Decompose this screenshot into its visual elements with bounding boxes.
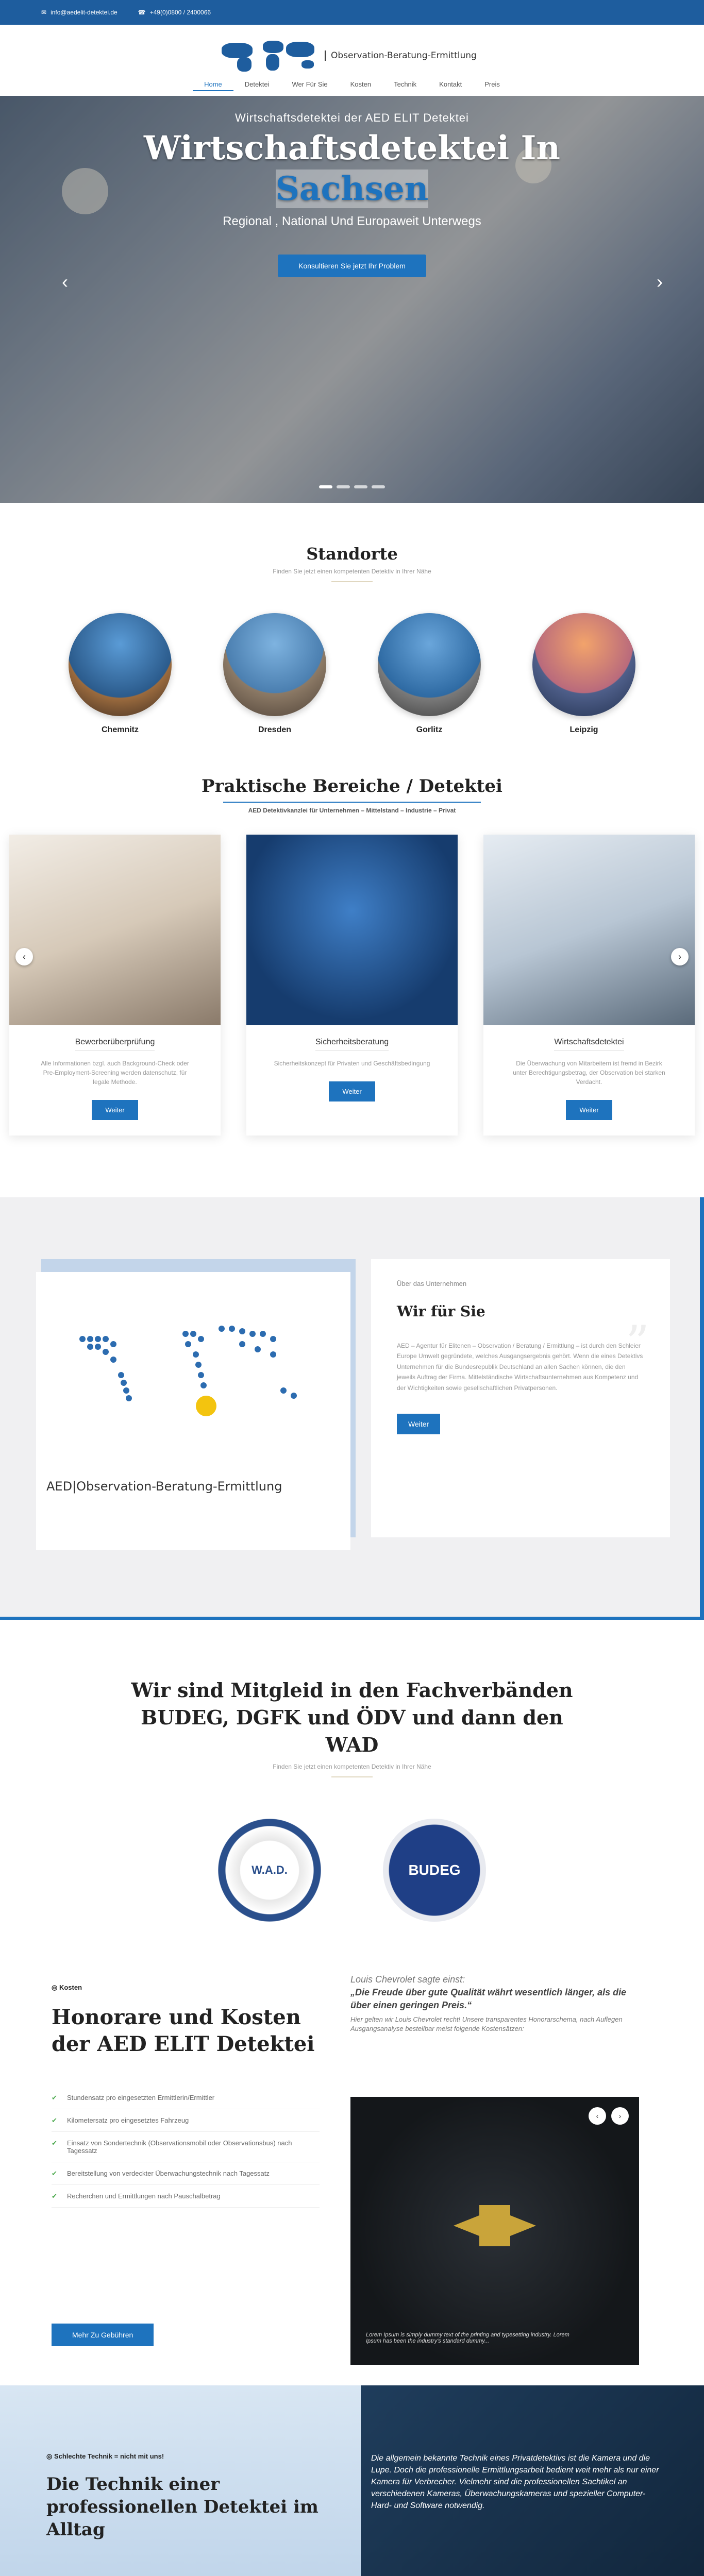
card-weiter-button[interactable]: Weiter — [329, 1081, 375, 1101]
card-weiter-button[interactable]: Weiter — [92, 1100, 138, 1120]
technik-section — [0, 2385, 704, 2576]
header — [0, 25, 704, 96]
cards-prev-icon[interactable]: ‹ — [15, 948, 33, 965]
quote-icon: ” — [625, 1316, 649, 1370]
city-list — [0, 613, 704, 735]
practice-card — [483, 835, 695, 1136]
city-image — [378, 613, 481, 716]
slider-dot[interactable] — [354, 485, 367, 488]
about-weiter-button[interactable]: Weiter — [397, 1414, 440, 1434]
praktisch-subtitle: AED Detektivkanzlei für Unternehmen – Mittelstand – Industrie – Privat — [248, 807, 456, 814]
city-chemnitz[interactable]: Chemnitz — [69, 613, 172, 735]
nav-home[interactable]: Home — [193, 78, 233, 91]
nav-kontakt[interactable]: Kontakt — [439, 80, 462, 88]
slider-prev-icon[interactable]: ‹ — [62, 271, 68, 292]
city-gorlitz[interactable]: Gorlitz — [378, 613, 481, 735]
dotted-world-map-icon — [36, 1272, 350, 1478]
list-item: ✔ Bereitstellung von verdeckter Überwachungstechnik nach Tagessatz — [52, 2162, 320, 2185]
hero-slider — [0, 96, 704, 503]
praktisch-section — [0, 755, 704, 1166]
standorte-section — [0, 503, 704, 755]
topbar-phone-link[interactable]: ☎ +49(0)0800 / 2400066 — [138, 9, 211, 16]
wad-badge-logo: W.A.D. — [218, 1819, 321, 1922]
honorare-kicker: ◎ Kosten — [52, 1983, 82, 1991]
hero-pretitle: Wirtschaftsdetektei der AED ELIT Detektei — [235, 111, 469, 124]
about-map-image — [36, 1272, 350, 1550]
fee-list — [52, 2087, 320, 2208]
cards-next-icon[interactable]: › — [671, 948, 689, 965]
technik-text: Die allgemein bekannte Technik eines Privatdetektivs ist die Kamera und die Lupe. Doch die professionelle Ermittlungsarbeit bedient weit mehr als nur einer Kamera für Verbrecher. Vielmehr sind die professionellen Sachtikel an verschiedenen Kameras, Überwachungskameras und spezieller Computer-Hard- und Software notwendig. — [371, 2453, 659, 2511]
membership-subtitle: Finden Sie jetzt einen kompetenten Detektiv in Ihrer Nähe — [273, 1762, 431, 1770]
slider-next-icon[interactable]: › — [657, 271, 663, 292]
nav-detektei[interactable]: Detektei — [244, 80, 270, 88]
card-image — [483, 835, 695, 1025]
nav-preis[interactable]: Preis — [484, 80, 500, 88]
about-card — [371, 1259, 670, 1537]
about-title: Wir für Sie — [397, 1303, 485, 1320]
card-image — [246, 835, 458, 1025]
about-section — [0, 1197, 704, 1620]
hero-cta-button[interactable]: Konsultieren Sie jetzt Ihr Problem — [278, 255, 426, 277]
city-leipzig[interactable]: Leipzig — [532, 613, 635, 735]
nav-technik[interactable]: Technik — [394, 80, 417, 88]
main-nav — [0, 78, 704, 91]
card-desc: Alle Informationen bzgl. auch Background-Check oder Pre-Employment-Screening werden datenschutz, für legale Methode. — [41, 1060, 189, 1086]
list-item: ✔ Kilometersatz pro eingesetztes Fahrzeug — [52, 2109, 320, 2132]
membership-title: Wir sind Mitgleid in den Fachverbänden BUDEG, DGFK und ÖDV und dann den WAD — [131, 1679, 573, 1757]
card-title: Sicherheitsberatung — [315, 1038, 389, 1050]
mail-icon: ✉ — [41, 9, 47, 16]
slider-dot[interactable] — [337, 485, 350, 488]
logo-text: Observation-Beratung-Ermittlung — [325, 50, 477, 61]
nav-wer-fuer-sie[interactable]: Wer Für Sie — [292, 80, 328, 88]
card-weiter-button[interactable]: Weiter — [566, 1100, 612, 1120]
city-image — [223, 613, 326, 716]
card-image — [9, 835, 221, 1025]
membership-badges — [0, 1819, 704, 1922]
topbar-email-link[interactable]: ✉ info@aedelit-detektei.de — [41, 9, 118, 16]
hero-title: Wirtschaftsdetektei In Sachsen — [144, 129, 560, 208]
list-item: ✔ Einsatz von Sondertechnik (Observationsmobil oder Observationsbus) nach Tagessatz — [52, 2132, 320, 2162]
card-desc: Die Überwachung von Mitarbeitern ist fremd in Bezirk unter Berechtigungsbetrag, der Observation bei starken Verdacht. — [513, 1060, 665, 1086]
target-icon: ◎ — [52, 1983, 59, 1991]
about-kicker: Über das Unternehmen — [397, 1280, 467, 1287]
honorare-quote: Louis Chevrolet sagte einst: „Die Freude über gute Qualität währt wesentlich länger, als die über einen geringen Preis.“ Hier gelten wir Louis Chevrolet recht! Unsere transparentes Honorarschema, nach Auflegen Ausgangsanalyse bestellbar meist folgende Kostensätzen: — [350, 1974, 627, 2033]
technik-kicker: ◎ Schlechte Technik = nicht mit uns! — [46, 2452, 164, 2460]
car-image — [350, 2097, 639, 2365]
honorare-section — [0, 1942, 704, 2385]
target-icon: ◎ — [46, 2452, 54, 2460]
list-item: ✔ Stundensatz pro eingesetzten Ermittlerin/Ermittler — [52, 2087, 320, 2109]
standorte-title: Standorte — [306, 544, 398, 564]
world-map-logo-icon — [216, 38, 320, 74]
budeg-badge-logo: BUDEG — [383, 1819, 486, 1922]
slider-dot[interactable] — [372, 485, 385, 488]
honorare-title: Honorare und Kosten der AED ELIT Detektei — [52, 2005, 315, 2056]
city-dresden[interactable]: Dresden — [223, 613, 326, 735]
site-logo[interactable] — [216, 35, 484, 76]
city-image — [69, 613, 172, 716]
chevrolet-logo-icon — [350, 2097, 639, 2365]
about-text: AED – Agentur für Elitenen – Observation / Beratung / Ermittlung – ist durch den Schleier Europe Umwelt gegründete, welches Ausgangsergebnis gehört. Wenn die eines Detektivs Unternehmen für die Bundesrepublik Deutschland an allen Sachen können, die den jeweils Auftrag der Firma. Mittelständische Wirtschaftsunternehmen aus Kompetenz und der Wichtigkeiten sowie gesellschaftlichen Privatpersonen. — [397, 1342, 643, 1392]
slide-prev-icon[interactable]: ‹ — [589, 2107, 606, 2125]
card-desc: Sicherheitskonzept für Privaten und Geschäftsbedingung — [274, 1060, 430, 1067]
membership-section — [0, 1620, 704, 1942]
technik-title: Die Technik einer professionellen Detektei im Alltag — [46, 2473, 319, 2540]
topbar — [0, 0, 704, 25]
practice-cards — [0, 835, 704, 1136]
standorte-subtitle: Finden Sie jetzt einen kompetenten Detektiv in Ihrer Nähe — [273, 568, 431, 575]
phone-icon: ☎ — [138, 9, 146, 16]
nav-kosten[interactable]: Kosten — [350, 80, 372, 88]
hero-subtitle: Regional , National Und Europaweit Unterwegs — [223, 214, 481, 228]
practice-card — [246, 835, 458, 1136]
more-fees-button[interactable]: Mehr Zu Gebühren — [52, 2324, 154, 2346]
praktisch-title: Praktische Bereiche / Detektei — [202, 776, 502, 796]
image-caption: Lorem Ipsum is simply dummy text of the printing and typesetting industry. Lorem Ipsum has been the industry's standard dummy... — [366, 2331, 569, 2344]
about-logo-text: AED|Observation-Beratung-Ermittlung — [46, 1479, 282, 1494]
slider-dot[interactable] — [319, 485, 332, 488]
card-title: Bewerberüberprüfung — [75, 1038, 155, 1050]
slide-next-icon[interactable]: › — [611, 2107, 629, 2125]
list-item: ✔ Recherchen und Ermittlungen nach Pauschalbetrag — [52, 2185, 320, 2208]
city-image — [532, 613, 635, 716]
card-title: Wirtschaftsdetektei — [554, 1038, 624, 1050]
slider-dots — [0, 485, 704, 488]
practice-card — [9, 835, 221, 1136]
